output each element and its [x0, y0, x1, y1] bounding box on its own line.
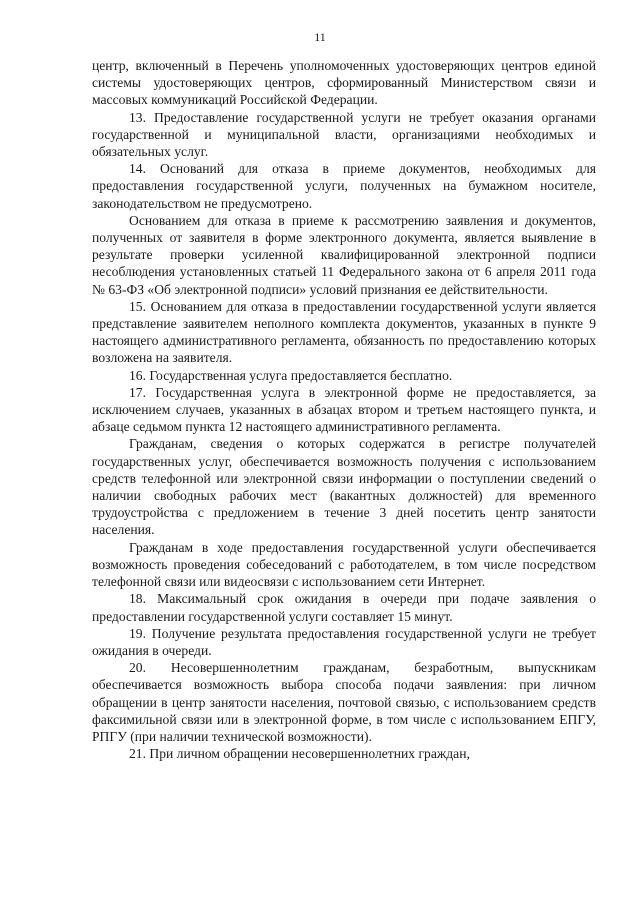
paragraph: центр, включенный в Перечень уполномоченных удостоверяющих центров единой системы удостоверяющих центров, сформированный Министерством связи и массовых коммуникаций Российской Федерации. [92, 58, 596, 108]
paragraph: 21. При личном обращении несовершеннолетних граждан, [129, 746, 470, 762]
paragraph: 18. Максимальный срок ожидания в очереди при подаче заявления о предоставлении государственной услуги составляет 15 минут. [92, 591, 596, 624]
paragraph: Гражданам, сведения о которых содержатся в регистре получателей государственных услуг, обеспечивается возможность получения с использованием средств телефонной или электронной связи информации о поступлении сведений о наличии свободных рабочих мест (вакантных должностей) для временного трудоустройства с предложением в течение 3 дней посетить центр занятости населения. [92, 436, 596, 538]
paragraph: Основанием для отказа в приеме к рассмотрению заявления и документов, полученных от заявителя в форме электронного документа, является выявление в результате проверки усиленной квалифицированной электронной подписи несоблюдения установленных статьей 11 Федерального закона от 6 апреля 2011 года № 63-ФЗ «Об электронной подписи» условий признания ее действительности. [92, 212, 596, 297]
paragraph: 16. Государственная услуга предоставляется бесплатно. [129, 367, 453, 383]
page-number: 11 [314, 30, 326, 44]
paragraph: Гражданам в ходе предоставления государственной услуги обеспечивается возможность проведения собеседований с работодателем, в том числе посредством телефонной связи или видеосвязи с использованием сети Интернет. [92, 539, 596, 590]
paragraph: 19. Получение результата предоставления государственной услуги не требует ожидания в очереди. [92, 625, 596, 658]
paragraph: 15. Основанием для отказа в предоставлении государственной услуги является представление заявителем неполного комплекта документов, указанных в пункте 9 настоящего административного регламента, обязанность по предоставлению которых возложена на заявителя. [92, 298, 596, 366]
paragraph: 20. Несовершеннолетним гражданам, безработным, выпускникам обеспечивается возможность выбора способа подачи заявления: при личном обращении в центр занятости населения, почтовой связью, с использованием средств факсимильной связи или в электронной форме, в том числе с использованием ЕПГУ, РПГУ (при наличии технической возможности). [92, 660, 596, 744]
paragraph: 17. Государственная услуга в электронной форме не предоставляется, за исключением случаев, указанных в абзацах втором и третьем настоящего пункта, и абзаце седьмом пункта 12 настоящего административного регламента. [92, 384, 596, 435]
document-body [92, 57, 596, 762]
paragraph: 14. Оснований для отказа в приеме документов, необходимых для предоставления государственной услуги, полученных на бумажном носителе, законодательством не предусмотрено. [92, 161, 596, 211]
paragraph: 13. Предоставление государственной услуги не требует оказания органами государственной и муниципальной власти, организациями необходимых и обязательных услуг. [92, 109, 596, 160]
